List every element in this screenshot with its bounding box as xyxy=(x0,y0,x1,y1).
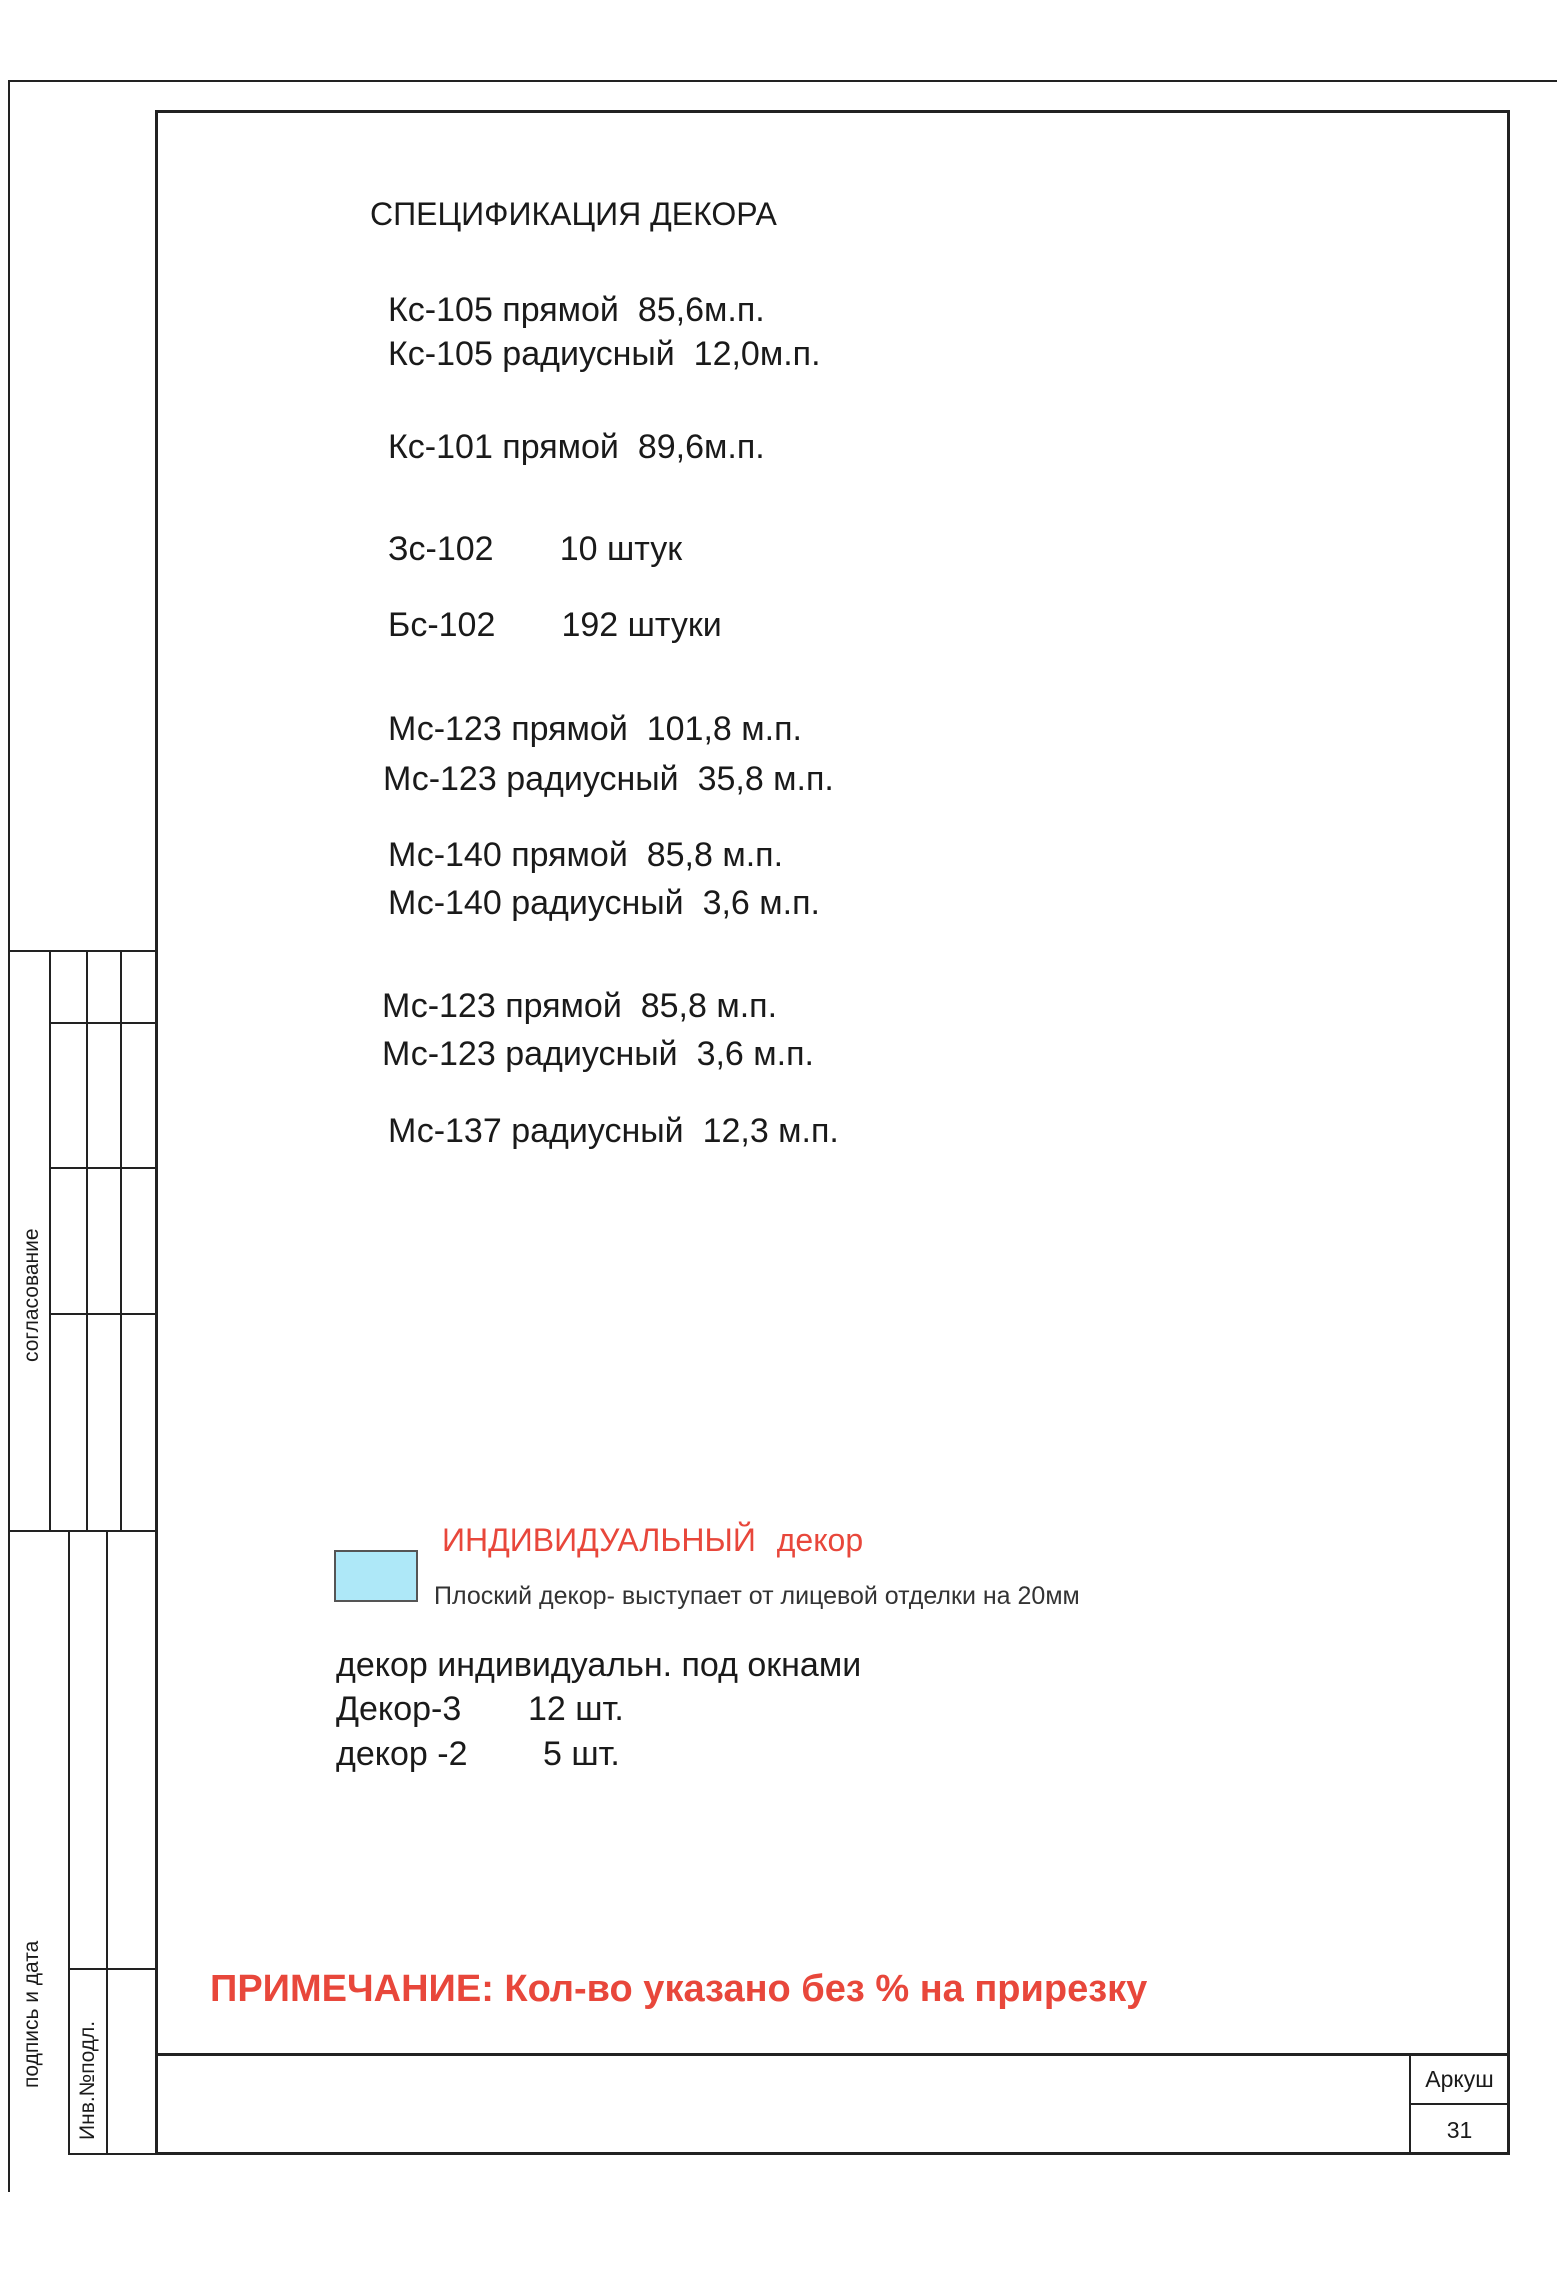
sidebar-hline-2 xyxy=(49,1022,156,1024)
spec-item: Бс-102 192 штуки xyxy=(388,606,722,644)
spec-item: Мс-123 прямой 85,8 м.п. xyxy=(382,987,778,1025)
sidebar-label-signature: подпись и дата xyxy=(20,1940,43,2088)
spec-item: Мс-123 радиусный 3,6 м.п. xyxy=(382,1035,814,1073)
sidebar-vline-2 xyxy=(86,950,88,1530)
note-text: ПРИМЕЧАНИЕ: Кол-во указано без % на прирезку xyxy=(210,1968,1148,2010)
outer-top-line xyxy=(8,80,1557,82)
individual-header: декор индивидуальн. под окнами xyxy=(336,1646,862,1684)
individual-row-name: Декор-3 xyxy=(336,1690,462,1728)
spec-item: Мс-137 радиусный 12,3 м.п. xyxy=(388,1112,839,1150)
sidebar-hline-3 xyxy=(49,1167,156,1169)
sidebar-vline-5 xyxy=(106,1530,108,2155)
stamp-top-line xyxy=(155,2053,1510,2056)
spec-item: Кс-105 радиусный 12,0м.п. xyxy=(388,335,821,373)
sheet-label: Аркуш xyxy=(1425,2066,1494,2092)
stamp-mid-line xyxy=(1409,2103,1510,2105)
sidebar-hline-7 xyxy=(68,2153,156,2155)
sidebar-vline-3 xyxy=(120,950,122,1530)
legend-swatch xyxy=(334,1550,418,1602)
legend-description: Плоский декор- выступает от лицевой отделки на 20мм xyxy=(434,1582,1080,1610)
spec-item: Мс-140 радиусный 3,6 м.п. xyxy=(388,884,820,922)
individual-row-name: декор -2 xyxy=(336,1735,468,1773)
outer-left-line xyxy=(8,80,10,2192)
legend-heading xyxy=(442,1522,863,1559)
legend-heading-main: ИНДИВИДУАЛЬНЫЙ xyxy=(442,1522,756,1558)
spec-item: Мс-140 прямой 85,8 м.п. xyxy=(388,836,784,874)
spec-item: Кс-101 прямой 89,6м.п. xyxy=(388,428,765,466)
individual-row-qty: 5 шт. xyxy=(543,1735,620,1773)
sheet-number: 31 xyxy=(1446,2117,1473,2143)
sidebar-hline-5 xyxy=(8,1530,156,1532)
individual-row-qty: 12 шт. xyxy=(528,1690,624,1728)
sidebar-hline-1 xyxy=(8,950,156,952)
spec-item: Кс-105 прямой 85,6м.п. xyxy=(388,291,765,329)
sidebar-vline-1 xyxy=(49,950,51,1530)
legend-heading-sub: декор xyxy=(776,1522,864,1558)
page-title: СПЕЦИФИКАЦИЯ ДЕКОРА xyxy=(370,196,777,232)
sidebar-vline-4 xyxy=(68,1530,70,2155)
spec-item: Зс-102 10 штук xyxy=(388,530,683,568)
spec-item: Мс-123 прямой 101,8 м.п. xyxy=(388,710,802,748)
sidebar-hline-4 xyxy=(49,1313,156,1315)
sidebar-label-inv: Инв.№подл. xyxy=(76,2020,99,2140)
sidebar-label-approval: согласование xyxy=(20,1228,43,1362)
spec-item: Мс-123 радиусный 35,8 м.п. xyxy=(383,760,834,798)
sidebar-hline-6 xyxy=(68,1968,156,1970)
